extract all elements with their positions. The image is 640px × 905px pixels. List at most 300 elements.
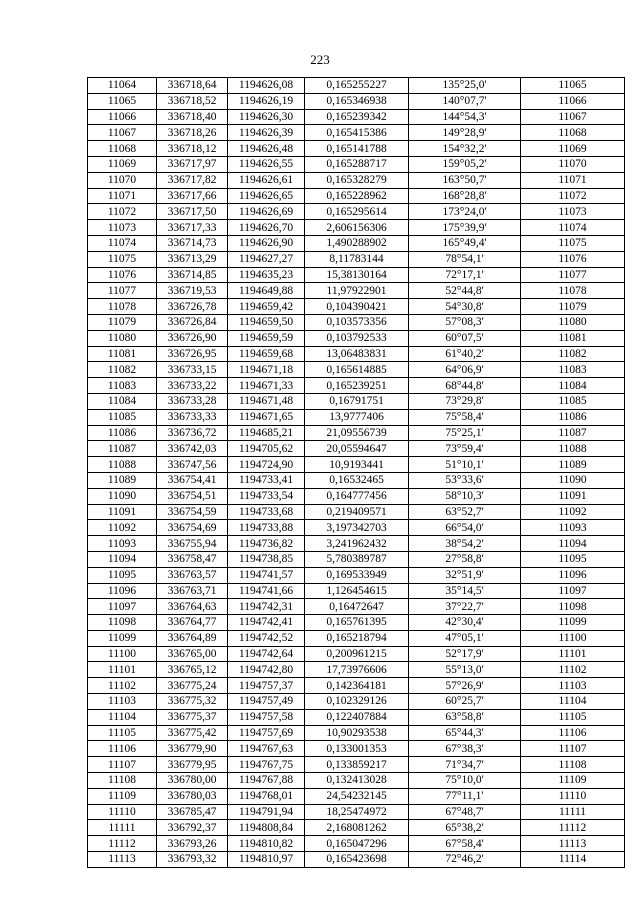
- cell-angle: 75°25,1': [409, 425, 521, 441]
- cell-point-from: 11095: [88, 567, 157, 583]
- cell-point-from: 11106: [88, 741, 157, 757]
- cell-point-to: 11069: [521, 141, 625, 157]
- cell-point-to: 11090: [521, 472, 625, 488]
- cell-distance: 0,165255227: [305, 78, 409, 94]
- cell-coord-x: 336733,15: [157, 362, 228, 378]
- cell-distance: 0,165346938: [305, 93, 409, 109]
- cell-point-to: 11094: [521, 536, 625, 552]
- cell-point-from: 11107: [88, 757, 157, 773]
- cell-point-to: 11086: [521, 409, 625, 425]
- cell-angle: 53°33,6': [409, 472, 521, 488]
- cell-coord-y: 1194757,58: [228, 709, 305, 725]
- table-row: [88, 804, 625, 820]
- table-row: [88, 457, 625, 473]
- cell-point-from: 11072: [88, 204, 157, 220]
- cell-point-from: 11110: [88, 804, 157, 820]
- cell-coord-x: 336763,57: [157, 567, 228, 583]
- cell-distance: 0,165239342: [305, 109, 409, 125]
- cell-point-from: 11068: [88, 141, 157, 157]
- cell-point-from: 11076: [88, 267, 157, 283]
- cell-angle: 140°07,7': [409, 93, 521, 109]
- cell-point-from: 11074: [88, 235, 157, 251]
- table-row: [88, 725, 625, 741]
- table-row: [88, 662, 625, 678]
- cell-coord-x: 336719,53: [157, 283, 228, 299]
- cell-point-from: 11104: [88, 709, 157, 725]
- cell-coord-x: 336785,47: [157, 804, 228, 820]
- cell-angle: 42°30,4': [409, 615, 521, 631]
- cell-coord-y: 1194626,08: [228, 78, 305, 94]
- cell-coord-x: 336718,64: [157, 78, 228, 94]
- cell-point-to: 11110: [521, 788, 625, 804]
- cell-distance: 24,54232145: [305, 788, 409, 804]
- cell-angle: 61°40,2': [409, 346, 521, 362]
- cell-coord-y: 1194705,62: [228, 441, 305, 457]
- cell-coord-y: 1194649,88: [228, 283, 305, 299]
- cell-point-to: 11079: [521, 299, 625, 315]
- cell-coord-y: 1194808,84: [228, 820, 305, 836]
- cell-angle: 168°28,8': [409, 188, 521, 204]
- cell-coord-x: 336718,52: [157, 93, 228, 109]
- table-row: [88, 251, 625, 267]
- cell-distance: 3,241962432: [305, 536, 409, 552]
- cell-angle: 54°30,8': [409, 299, 521, 315]
- cell-coord-x: 336726,78: [157, 299, 228, 315]
- cell-coord-x: 336754,51: [157, 488, 228, 504]
- cell-coord-x: 336733,33: [157, 409, 228, 425]
- table-row: [88, 346, 625, 362]
- cell-point-to: 11113: [521, 836, 625, 852]
- cell-coord-x: 336793,32: [157, 852, 228, 868]
- cell-coord-x: 336764,63: [157, 599, 228, 615]
- table-row: [88, 441, 625, 457]
- cell-point-from: 11097: [88, 599, 157, 615]
- cell-coord-x: 336714,85: [157, 267, 228, 283]
- cell-distance: 13,06483831: [305, 346, 409, 362]
- cell-coord-y: 1194671,33: [228, 378, 305, 394]
- cell-point-from: 11108: [88, 773, 157, 789]
- table-row: [88, 615, 625, 631]
- cell-distance: 0,165228962: [305, 188, 409, 204]
- cell-point-to: 11071: [521, 172, 625, 188]
- cell-point-to: 11102: [521, 662, 625, 678]
- cell-point-to: 11073: [521, 204, 625, 220]
- cell-point-from: 11094: [88, 551, 157, 567]
- cell-coord-x: 336747,56: [157, 457, 228, 473]
- table-row: [88, 757, 625, 773]
- cell-coord-x: 336780,00: [157, 773, 228, 789]
- table-row: [88, 694, 625, 710]
- cell-angle: 66°54,0': [409, 520, 521, 536]
- cell-point-to: 11066: [521, 93, 625, 109]
- cell-coord-x: 336765,00: [157, 646, 228, 662]
- cell-point-from: 11101: [88, 662, 157, 678]
- table-row: [88, 630, 625, 646]
- cell-distance: 0,142364181: [305, 678, 409, 694]
- cell-distance: 0,16472647: [305, 599, 409, 615]
- cell-distance: 0,16791751: [305, 393, 409, 409]
- cell-coord-y: 1194626,55: [228, 156, 305, 172]
- cell-point-from: 11111: [88, 820, 157, 836]
- cell-point-to: 11078: [521, 283, 625, 299]
- cell-coord-x: 336718,12: [157, 141, 228, 157]
- cell-point-to: 11083: [521, 362, 625, 378]
- table-row: [88, 852, 625, 868]
- table-row: [88, 820, 625, 836]
- table-row: [88, 378, 625, 394]
- cell-angle: 52°17,9': [409, 646, 521, 662]
- cell-point-to: 11103: [521, 678, 625, 694]
- cell-coord-x: 336792,37: [157, 820, 228, 836]
- cell-point-to: 11088: [521, 441, 625, 457]
- cell-coord-y: 1194757,49: [228, 694, 305, 710]
- cell-distance: 0,103792533: [305, 330, 409, 346]
- cell-coord-y: 1194659,59: [228, 330, 305, 346]
- table-row: [88, 393, 625, 409]
- cell-angle: 35°14,5': [409, 583, 521, 599]
- cell-angle: 165°49,4': [409, 235, 521, 251]
- cell-coord-y: 1194768,01: [228, 788, 305, 804]
- cell-point-to: 11076: [521, 251, 625, 267]
- cell-angle: 27°58,8': [409, 551, 521, 567]
- cell-angle: 47°05,1': [409, 630, 521, 646]
- cell-point-from: 11103: [88, 694, 157, 710]
- cell-angle: 73°29,8': [409, 393, 521, 409]
- cell-point-to: 11085: [521, 393, 625, 409]
- table-row: [88, 188, 625, 204]
- cell-point-to: 11091: [521, 488, 625, 504]
- cell-point-to: 11092: [521, 504, 625, 520]
- cell-distance: 0,104390421: [305, 299, 409, 315]
- cell-point-to: 11080: [521, 314, 625, 330]
- cell-coord-x: 336714,73: [157, 235, 228, 251]
- cell-angle: 144°54,3': [409, 109, 521, 125]
- table-row: [88, 599, 625, 615]
- cell-point-from: 11073: [88, 220, 157, 236]
- cell-point-to: 11087: [521, 425, 625, 441]
- table-row: [88, 788, 625, 804]
- cell-angle: 78°54,1': [409, 251, 521, 267]
- cell-point-from: 11102: [88, 678, 157, 694]
- cell-point-to: 11075: [521, 235, 625, 251]
- cell-coord-y: 1194810,82: [228, 836, 305, 852]
- cell-point-from: 11070: [88, 172, 157, 188]
- cell-point-from: 11069: [88, 156, 157, 172]
- cell-coord-y: 1194791,94: [228, 804, 305, 820]
- coordinates-table: [87, 77, 625, 868]
- cell-coord-y: 1194742,64: [228, 646, 305, 662]
- cell-distance: 0,165295614: [305, 204, 409, 220]
- cell-point-from: 11064: [88, 78, 157, 94]
- cell-coord-x: 336733,22: [157, 378, 228, 394]
- cell-coord-y: 1194742,31: [228, 599, 305, 615]
- cell-coord-y: 1194626,39: [228, 125, 305, 141]
- cell-point-from: 11071: [88, 188, 157, 204]
- cell-point-to: 11077: [521, 267, 625, 283]
- table-row: [88, 567, 625, 583]
- cell-distance: 18,25474972: [305, 804, 409, 820]
- table-row: [88, 283, 625, 299]
- cell-angle: 67°48,7': [409, 804, 521, 820]
- cell-coord-y: 1194810,97: [228, 852, 305, 868]
- cell-coord-y: 1194626,19: [228, 93, 305, 109]
- cell-point-to: 11099: [521, 615, 625, 631]
- cell-point-from: 11088: [88, 457, 157, 473]
- table-row: [88, 299, 625, 315]
- cell-coord-x: 336733,28: [157, 393, 228, 409]
- cell-point-from: 11090: [88, 488, 157, 504]
- table-row: [88, 125, 625, 141]
- cell-coord-y: 1194626,70: [228, 220, 305, 236]
- table-body: [88, 78, 625, 868]
- cell-angle: 52°44,8': [409, 283, 521, 299]
- cell-point-to: 11093: [521, 520, 625, 536]
- cell-angle: 71°34,7': [409, 757, 521, 773]
- table-row: [88, 583, 625, 599]
- table-row: [88, 409, 625, 425]
- cell-coord-y: 1194736,82: [228, 536, 305, 552]
- cell-angle: 67°38,3': [409, 741, 521, 757]
- cell-coord-x: 336779,95: [157, 757, 228, 773]
- cell-coord-x: 336780,03: [157, 788, 228, 804]
- cell-angle: 67°58,4': [409, 836, 521, 852]
- cell-coord-y: 1194757,37: [228, 678, 305, 694]
- cell-coord-x: 336755,94: [157, 536, 228, 552]
- cell-coord-y: 1194626,61: [228, 172, 305, 188]
- cell-coord-y: 1194635,23: [228, 267, 305, 283]
- cell-coord-x: 336793,26: [157, 836, 228, 852]
- cell-distance: 0,165239251: [305, 378, 409, 394]
- cell-coord-x: 336742,03: [157, 441, 228, 457]
- cell-angle: 72°17,1': [409, 267, 521, 283]
- table-row: [88, 362, 625, 378]
- cell-point-from: 11075: [88, 251, 157, 267]
- table-row: [88, 425, 625, 441]
- cell-point-from: 11096: [88, 583, 157, 599]
- cell-point-from: 11086: [88, 425, 157, 441]
- cell-angle: 159°05,2': [409, 156, 521, 172]
- cell-distance: 10,90293538: [305, 725, 409, 741]
- table-row: [88, 709, 625, 725]
- cell-point-from: 11113: [88, 852, 157, 868]
- cell-point-to: 11096: [521, 567, 625, 583]
- cell-coord-x: 336775,24: [157, 678, 228, 694]
- cell-point-to: 11074: [521, 220, 625, 236]
- cell-point-to: 11101: [521, 646, 625, 662]
- cell-distance: 0,16532465: [305, 472, 409, 488]
- cell-point-from: 11112: [88, 836, 157, 852]
- cell-coord-x: 336775,42: [157, 725, 228, 741]
- cell-coord-y: 1194626,48: [228, 141, 305, 157]
- cell-distance: 0,133859217: [305, 757, 409, 773]
- table-row: [88, 156, 625, 172]
- cell-point-to: 11104: [521, 694, 625, 710]
- cell-point-from: 11099: [88, 630, 157, 646]
- cell-distance: 0,133001353: [305, 741, 409, 757]
- table-row: [88, 109, 625, 125]
- cell-coord-y: 1194659,42: [228, 299, 305, 315]
- cell-point-to: 11068: [521, 125, 625, 141]
- cell-angle: 58°10,3': [409, 488, 521, 504]
- cell-coord-x: 336717,82: [157, 172, 228, 188]
- cell-coord-y: 1194626,65: [228, 188, 305, 204]
- cell-point-to: 11106: [521, 725, 625, 741]
- cell-coord-x: 336754,59: [157, 504, 228, 520]
- table-row: [88, 204, 625, 220]
- cell-distance: 0,165218794: [305, 630, 409, 646]
- cell-angle: 75°58,4': [409, 409, 521, 425]
- cell-angle: 65°38,2': [409, 820, 521, 836]
- cell-point-to: 11084: [521, 378, 625, 394]
- cell-distance: 13,9777406: [305, 409, 409, 425]
- cell-coord-x: 336717,97: [157, 156, 228, 172]
- cell-distance: 17,73976606: [305, 662, 409, 678]
- table-row: [88, 472, 625, 488]
- cell-coord-y: 1194767,63: [228, 741, 305, 757]
- cell-coord-y: 1194659,50: [228, 314, 305, 330]
- cell-point-from: 11067: [88, 125, 157, 141]
- cell-distance: 0,165614885: [305, 362, 409, 378]
- cell-coord-y: 1194671,18: [228, 362, 305, 378]
- cell-distance: 0,219409571: [305, 504, 409, 520]
- cell-angle: 64°06,9': [409, 362, 521, 378]
- cell-coord-x: 336726,90: [157, 330, 228, 346]
- cell-distance: 0,164777456: [305, 488, 409, 504]
- cell-coord-x: 336754,69: [157, 520, 228, 536]
- cell-angle: 63°58,8': [409, 709, 521, 725]
- cell-coord-y: 1194671,48: [228, 393, 305, 409]
- cell-angle: 175°39,9': [409, 220, 521, 236]
- cell-point-from: 11080: [88, 330, 157, 346]
- cell-distance: 0,165141788: [305, 141, 409, 157]
- cell-distance: 10,9193441: [305, 457, 409, 473]
- cell-coord-x: 336764,77: [157, 615, 228, 631]
- cell-coord-x: 336764,89: [157, 630, 228, 646]
- cell-point-from: 11091: [88, 504, 157, 520]
- cell-point-to: 11067: [521, 109, 625, 125]
- cell-point-from: 11098: [88, 615, 157, 631]
- cell-point-from: 11087: [88, 441, 157, 457]
- cell-point-to: 11105: [521, 709, 625, 725]
- cell-coord-y: 1194738,85: [228, 551, 305, 567]
- cell-point-to: 11098: [521, 599, 625, 615]
- cell-coord-y: 1194733,41: [228, 472, 305, 488]
- cell-angle: 73°59,4': [409, 441, 521, 457]
- cell-distance: 0,132413028: [305, 773, 409, 789]
- cell-distance: 5,780389787: [305, 551, 409, 567]
- table-row: [88, 267, 625, 283]
- cell-coord-y: 1194659,68: [228, 346, 305, 362]
- cell-angle: 173°24,0': [409, 204, 521, 220]
- table-row: [88, 773, 625, 789]
- cell-distance: 11,97922901: [305, 283, 409, 299]
- cell-point-to: 11070: [521, 156, 625, 172]
- cell-point-from: 11085: [88, 409, 157, 425]
- cell-coord-y: 1194733,88: [228, 520, 305, 536]
- cell-angle: 77°11,1': [409, 788, 521, 804]
- cell-distance: 2,606156306: [305, 220, 409, 236]
- cell-coord-y: 1194733,54: [228, 488, 305, 504]
- table-row: [88, 536, 625, 552]
- cell-distance: 3,197342703: [305, 520, 409, 536]
- cell-angle: 51°10,1': [409, 457, 521, 473]
- cell-coord-y: 1194733,68: [228, 504, 305, 520]
- cell-point-from: 11065: [88, 93, 157, 109]
- cell-point-from: 11083: [88, 378, 157, 394]
- table-row: [88, 678, 625, 694]
- cell-angle: 57°08,3': [409, 314, 521, 330]
- cell-distance: 1,490288902: [305, 235, 409, 251]
- cell-point-to: 11097: [521, 583, 625, 599]
- cell-coord-y: 1194741,57: [228, 567, 305, 583]
- cell-point-from: 11066: [88, 109, 157, 125]
- cell-distance: 0,103573356: [305, 314, 409, 330]
- cell-angle: 149°28,9': [409, 125, 521, 141]
- cell-point-to: 11107: [521, 741, 625, 757]
- cell-coord-y: 1194741,66: [228, 583, 305, 599]
- cell-distance: 0,102329126: [305, 694, 409, 710]
- cell-coord-x: 336717,33: [157, 220, 228, 236]
- cell-point-to: 11114: [521, 852, 625, 868]
- cell-point-to: 11109: [521, 773, 625, 789]
- table-row: [88, 836, 625, 852]
- cell-distance: 8,11783144: [305, 251, 409, 267]
- cell-coord-y: 1194627,27: [228, 251, 305, 267]
- cell-angle: 38°54,2': [409, 536, 521, 552]
- cell-distance: 0,169533949: [305, 567, 409, 583]
- cell-point-to: 11112: [521, 820, 625, 836]
- table-row: [88, 551, 625, 567]
- cell-point-to: 11082: [521, 346, 625, 362]
- cell-angle: 60°07,5': [409, 330, 521, 346]
- cell-point-to: 11108: [521, 757, 625, 773]
- cell-coord-y: 1194626,69: [228, 204, 305, 220]
- cell-angle: 154°32,2': [409, 141, 521, 157]
- cell-angle: 32°51,9': [409, 567, 521, 583]
- cell-point-to: 11081: [521, 330, 625, 346]
- cell-point-from: 11081: [88, 346, 157, 362]
- cell-distance: 0,165761395: [305, 615, 409, 631]
- cell-coord-x: 336713,29: [157, 251, 228, 267]
- page-number: 223: [310, 52, 330, 67]
- cell-point-to: 11095: [521, 551, 625, 567]
- cell-coord-x: 336736,72: [157, 425, 228, 441]
- cell-angle: 55°13,0': [409, 662, 521, 678]
- cell-coord-x: 336726,84: [157, 314, 228, 330]
- cell-point-to: 11100: [521, 630, 625, 646]
- cell-angle: 57°26,9': [409, 678, 521, 694]
- cell-coord-x: 336726,95: [157, 346, 228, 362]
- cell-distance: 0,165047296: [305, 836, 409, 852]
- cell-distance: 21,09556739: [305, 425, 409, 441]
- cell-coord-x: 336718,40: [157, 109, 228, 125]
- cell-coord-y: 1194742,41: [228, 615, 305, 631]
- cell-coord-x: 336763,71: [157, 583, 228, 599]
- table-row: [88, 141, 625, 157]
- cell-angle: 63°52,7': [409, 504, 521, 520]
- cell-coord-y: 1194767,75: [228, 757, 305, 773]
- cell-angle: 68°44,8': [409, 378, 521, 394]
- table-row: [88, 78, 625, 94]
- cell-angle: 72°46,2': [409, 852, 521, 868]
- cell-point-from: 11082: [88, 362, 157, 378]
- cell-coord-x: 336779,90: [157, 741, 228, 757]
- cell-coord-x: 336717,66: [157, 188, 228, 204]
- cell-coord-y: 1194757,69: [228, 725, 305, 741]
- cell-angle: 60°25,7': [409, 694, 521, 710]
- table-row: [88, 741, 625, 757]
- cell-coord-y: 1194742,80: [228, 662, 305, 678]
